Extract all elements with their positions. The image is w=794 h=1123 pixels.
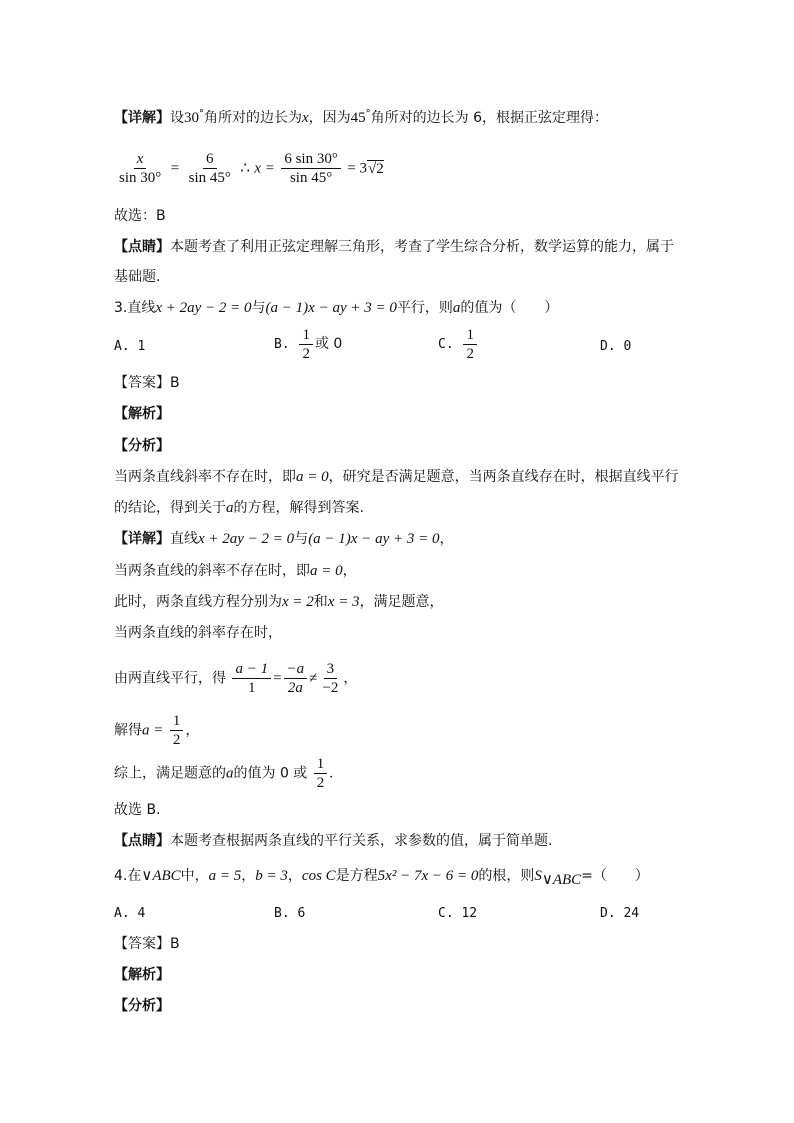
- q4-answer: 【答案】B: [114, 936, 180, 952]
- math: 45: [350, 110, 366, 126]
- q4-analysis: 【解析】: [114, 967, 170, 983]
- text: 3.直线: [114, 300, 156, 316]
- text: 与: [251, 300, 266, 316]
- math: ∨ABC: [141, 868, 181, 884]
- fraction: [284, 660, 308, 697]
- math: x: [302, 110, 309, 126]
- detail-tag: 【详解】: [114, 110, 170, 126]
- q3-detail-line-6: [114, 712, 199, 749]
- text: 或 0: [314, 336, 343, 352]
- q3-detail-line-5: [114, 660, 357, 697]
- text: 当两条直线斜率不存在时，即: [114, 469, 296, 485]
- question-3: [114, 298, 558, 318]
- detail-tag: 【详解】: [114, 531, 170, 547]
- math: a: [226, 765, 234, 782]
- math: ≠: [309, 670, 318, 687]
- math: 30: [184, 110, 199, 126]
- option-label: C.: [438, 337, 454, 352]
- numerator: −a: [284, 660, 308, 679]
- text: 平行，则: [396, 300, 453, 316]
- text: 是方程: [335, 868, 378, 884]
- fraction: [299, 326, 313, 363]
- option-label: B.: [274, 337, 290, 352]
- q3-option-b: [274, 326, 342, 363]
- q4-option-a: A. 4: [114, 906, 146, 921]
- denominator: 2: [172, 732, 181, 748]
- numerator: 1: [170, 712, 184, 731]
- numerator: 3: [324, 660, 338, 679]
- math: a =: [142, 722, 164, 739]
- comment-line-2: 基础题.: [114, 269, 161, 285]
- text: 本题考查了利用正弦定理解三角形，考查了学生综合分析，数学运算的能力，属于: [170, 239, 674, 255]
- math: a = 0: [310, 563, 343, 579]
- q3-option-d: D. 0: [600, 339, 632, 354]
- numerator: 6 sin 30°: [281, 150, 341, 169]
- text: 4.在: [114, 868, 142, 884]
- math: a = 0: [296, 469, 329, 485]
- comment-tag: 【点睛】: [114, 239, 170, 255]
- math: ∨ABC: [541, 871, 582, 888]
- denominator: 1: [248, 680, 256, 696]
- q3-analysis: 【解析】: [114, 406, 170, 422]
- choice-3: 故选 B.: [114, 802, 161, 818]
- text: 由两直线平行，得: [114, 670, 226, 687]
- math: =: [170, 160, 180, 177]
- text: ，: [287, 868, 302, 884]
- denominator: 2a: [287, 680, 303, 696]
- math: a: [226, 500, 234, 516]
- comment-line-1: [114, 237, 674, 257]
- math: x = 2: [282, 594, 314, 610]
- text: 的结论，得到关于: [114, 500, 226, 516]
- q3-fenxi-line-1: [114, 467, 679, 487]
- text: 解得: [114, 722, 142, 739]
- fraction: [116, 150, 164, 187]
- text: ，满足题意，: [359, 594, 444, 610]
- numerator: 1: [299, 326, 313, 345]
- question-4: [114, 866, 649, 886]
- text: ，: [185, 722, 200, 739]
- q3-option-a: A. 1: [114, 339, 146, 354]
- fraction: [232, 660, 271, 697]
- text: 角所对的边长为: [204, 110, 302, 126]
- denominator: 2: [466, 346, 474, 362]
- fraction: [281, 150, 341, 187]
- math: x + 2ay − 2 = 0: [198, 531, 295, 547]
- text: 中，: [180, 868, 209, 884]
- text: 本题考查根据两条直线的平行关系，求参数的值，属于简单题.: [170, 833, 553, 849]
- text: ，: [343, 670, 358, 687]
- math: a: [452, 300, 461, 316]
- math: 5x² − 7x − 6 = 0: [377, 868, 479, 884]
- numerator: 1: [463, 326, 477, 345]
- denominator: sin 45°: [289, 170, 333, 186]
- text: 设: [170, 110, 184, 126]
- math: S: [534, 868, 542, 884]
- text: 直线: [170, 531, 198, 547]
- math: .: [329, 765, 334, 782]
- text: ，因为: [308, 110, 351, 126]
- formula-sine-law: [114, 150, 384, 187]
- denominator: −2: [322, 680, 339, 696]
- text: 的值为（ ）: [460, 300, 559, 316]
- degree: °: [365, 108, 371, 120]
- q3-detail-line-1: [114, 529, 453, 549]
- math: 2: [376, 160, 384, 177]
- q4-option-d: D. 24: [600, 906, 640, 921]
- text: 的值为 0 或: [233, 765, 308, 782]
- q4-option-b: B. 6: [274, 906, 306, 921]
- fraction: [319, 660, 341, 697]
- fraction: [186, 150, 234, 187]
- denominator: 2: [316, 775, 325, 791]
- detail-line-1: [114, 108, 608, 128]
- fraction: [463, 326, 477, 363]
- q4-fenxi: 【分析】: [114, 998, 170, 1014]
- math: x =: [254, 160, 275, 177]
- math: cos C: [301, 868, 336, 884]
- math: =: [273, 670, 282, 687]
- math: (a − 1)x − ay + 3 = 0: [265, 300, 397, 316]
- choice-1: 故选：B: [114, 208, 166, 224]
- math: a = 5: [208, 868, 242, 884]
- denominator: sin 30°: [119, 170, 162, 186]
- numerator: x: [134, 150, 147, 169]
- q3-detail-line-2: [114, 561, 357, 581]
- numerator: a − 1: [232, 660, 271, 679]
- math: x = 3: [327, 594, 360, 610]
- degree: °: [199, 108, 204, 120]
- text: 角所对的边长为 6，根据正弦定理得：: [370, 110, 609, 126]
- text: =（ ）: [581, 868, 649, 884]
- text: 此时，两条直线方程分别为: [114, 594, 282, 610]
- text: 和: [313, 594, 328, 610]
- q3-detail-line-7: [114, 755, 333, 792]
- q3-fenxi: 【分析】: [114, 438, 170, 454]
- text: 的方程，解得到答案.: [233, 500, 364, 516]
- fraction: [314, 755, 328, 792]
- text: ，: [439, 531, 454, 547]
- fraction: [170, 712, 184, 749]
- text: 当两条直线的斜率不存在时，即: [114, 563, 310, 579]
- comment-tag: 【点睛】: [114, 833, 170, 849]
- text: ，: [241, 868, 256, 884]
- text: ，研究是否满足题意，当两条直线存在时，根据直线平行: [328, 469, 679, 485]
- numerator: 1: [314, 755, 328, 774]
- math: b = 3: [255, 868, 288, 884]
- denominator: sin 45°: [188, 170, 231, 186]
- math: = 3: [347, 160, 368, 177]
- text: ，: [342, 563, 357, 579]
- math: (a − 1)x − ay + 3 = 0: [308, 531, 440, 547]
- text: 的根，则: [478, 868, 535, 884]
- math: x + 2ay − 2 = 0: [155, 300, 252, 316]
- q3-option-c: [438, 326, 479, 363]
- sqrt-radicand: √2: [368, 160, 384, 177]
- q3-detail-line-3: [114, 592, 444, 612]
- denominator: 2: [302, 346, 310, 362]
- q3-fenxi-line-2: [114, 498, 364, 518]
- text: 与: [294, 531, 309, 547]
- comment-3: [114, 831, 552, 851]
- numerator: 6: [203, 150, 217, 169]
- text: 综上，满足题意的: [114, 765, 226, 782]
- q4-option-c: C. 12: [438, 906, 478, 921]
- q3-detail-line-4: 当两条直线的斜率存在时，: [114, 625, 282, 641]
- q3-answer: 【答案】B: [114, 375, 180, 391]
- math: ∴: [240, 160, 250, 177]
